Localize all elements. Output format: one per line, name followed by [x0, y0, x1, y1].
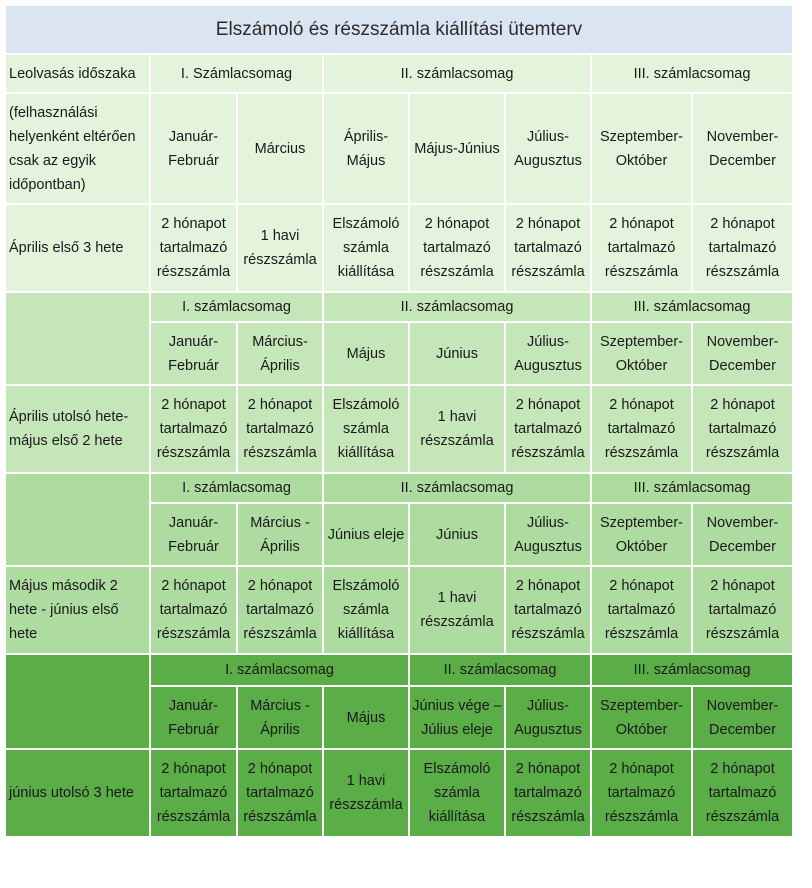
- month-cell: Január- Február: [151, 504, 236, 565]
- bill-cell: 1 havi részszámla: [410, 567, 504, 653]
- package-1-header: I. számlacsomag: [151, 293, 322, 321]
- bill-cell: 2 hónapot tartalmazó részszámla: [592, 567, 691, 653]
- bill-cell: 2 hónapot tartalmazó részszámla: [693, 567, 792, 653]
- bill-cell: Elszámoló számla kiállítása: [324, 567, 408, 653]
- package-1-header: I. Számlacsomag: [151, 55, 322, 92]
- bill-cell: 2 hónapot tartalmazó részszámla: [506, 750, 590, 836]
- bill-cell: 2 hónapot tartalmazó részszámla: [693, 205, 792, 291]
- month-cell: Január- Február: [151, 323, 236, 384]
- month-cell: November- December: [693, 323, 792, 384]
- package-2-header: II. számlacsomag: [410, 655, 590, 685]
- bill-cell: 1 havi részszámla: [238, 205, 322, 291]
- period-label: június utolsó 3 hete: [6, 750, 149, 836]
- month-cell: Július- Augusztus: [506, 504, 590, 565]
- bill-cell: 2 hónapot tartalmazó részszámla: [151, 205, 236, 291]
- month-cell: November- December: [693, 504, 792, 565]
- bill-cell: Elszámoló számla kiállítása: [324, 205, 408, 291]
- section-2-bill-row: [6, 386, 792, 472]
- bill-cell: 2 hónapot tartalmazó részszámla: [238, 386, 322, 472]
- month-cell: Január- Február: [151, 687, 236, 748]
- package-2-header: II. számlacsomag: [324, 474, 590, 502]
- bill-cell: 2 hónapot tartalmazó részszámla: [506, 567, 590, 653]
- bill-cell: 2 hónapot tartalmazó részszámla: [151, 386, 236, 472]
- section-3-package-row: [6, 474, 792, 502]
- bill-cell: 2 hónapot tartalmazó részszámla: [151, 567, 236, 653]
- month-cell: November- December: [693, 687, 792, 748]
- bill-cell: 2 hónapot tartalmazó részszámla: [238, 750, 322, 836]
- month-cell: Július- Augusztus: [506, 94, 590, 203]
- month-cell: Június: [410, 323, 504, 384]
- bill-cell: 2 hónapot tartalmazó részszámla: [592, 205, 691, 291]
- period-column-header: Leolvasás időszaka: [6, 55, 149, 92]
- bill-cell: 2 hónapot tartalmazó részszámla: [151, 750, 236, 836]
- month-cell: Július- Augusztus: [506, 687, 590, 748]
- month-cell: Szeptember- Október: [592, 94, 691, 203]
- section-2-package-row: [6, 293, 792, 321]
- bill-cell: 2 hónapot tartalmazó részszámla: [506, 205, 590, 291]
- month-cell: Március- Április: [238, 323, 322, 384]
- bill-cell: 1 havi részszámla: [324, 750, 408, 836]
- month-cell: Szeptember- Október: [592, 323, 691, 384]
- package-3-header: III. számlacsomag: [592, 655, 792, 685]
- section-1-bill-row: [6, 205, 792, 291]
- schedule-table: [4, 4, 794, 838]
- bill-cell: 2 hónapot tartalmazó részszámla: [238, 567, 322, 653]
- section-1-month-row: [6, 94, 792, 203]
- month-cell: Március: [238, 94, 322, 203]
- month-cell: Június eleje: [324, 504, 408, 565]
- bill-cell: 2 hónapot tartalmazó részszámla: [410, 205, 504, 291]
- period-label: Május második 2 hete - június első hete: [6, 567, 149, 653]
- period-note: (felhasználási helyenként eltérően csak az egyik időpontban): [6, 94, 149, 203]
- month-cell: Június vége – Július eleje: [410, 687, 504, 748]
- package-3-header: III. számlacsomag: [592, 293, 792, 321]
- package-1-header: I. számlacsomag: [151, 655, 408, 685]
- period-label: Április első 3 hete: [6, 205, 149, 291]
- bill-cell: 2 hónapot tartalmazó részszámla: [592, 750, 691, 836]
- month-cell: November- December: [693, 94, 792, 203]
- section-4-package-row: [6, 655, 792, 685]
- table-title: Elszámoló és részszámla kiállítási ütemterv: [6, 6, 792, 53]
- period-label: Április utolsó hete- május első 2 hete: [6, 386, 149, 472]
- bill-cell: 1 havi részszámla: [410, 386, 504, 472]
- month-cell: Május-Június: [410, 94, 504, 203]
- month-cell: Április- Május: [324, 94, 408, 203]
- month-cell: Június: [410, 504, 504, 565]
- month-cell: Január- Február: [151, 94, 236, 203]
- section-1-package-row: [6, 55, 792, 92]
- month-cell: Május: [324, 323, 408, 384]
- section-3-bill-row: [6, 567, 792, 653]
- package-3-header: III. számlacsomag: [592, 55, 792, 92]
- bill-cell: 2 hónapot tartalmazó részszámla: [592, 386, 691, 472]
- bill-cell: Elszámoló számla kiállítása: [324, 386, 408, 472]
- month-cell: Szeptember- Október: [592, 687, 691, 748]
- bill-cell: 2 hónapot tartalmazó részszámla: [693, 750, 792, 836]
- month-cell: Március - Április: [238, 504, 322, 565]
- month-cell: Július- Augusztus: [506, 323, 590, 384]
- section-4-bill-row: [6, 750, 792, 836]
- package-1-header: I. számlacsomag: [151, 474, 322, 502]
- bill-cell: 2 hónapot tartalmazó részszámla: [693, 386, 792, 472]
- package-2-header: II. számlacsomag: [324, 293, 590, 321]
- bill-cell: 2 hónapot tartalmazó részszámla: [506, 386, 590, 472]
- month-cell: Szeptember- Október: [592, 504, 691, 565]
- package-3-header: III. számlacsomag: [592, 474, 792, 502]
- month-cell: Március - Április: [238, 687, 322, 748]
- month-cell: Május: [324, 687, 408, 748]
- package-2-header: II. számlacsomag: [324, 55, 590, 92]
- bill-cell: Elszámoló számla kiállítása: [410, 750, 504, 836]
